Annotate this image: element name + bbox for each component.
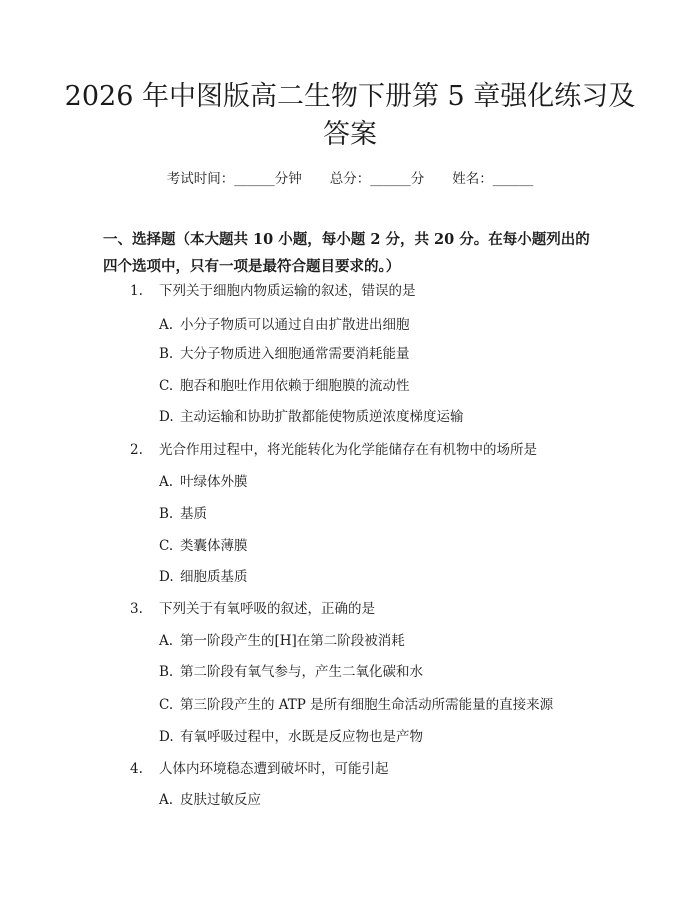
question-text: 下列关于有氧呼吸的叙述，正确的是	[159, 601, 375, 617]
option-key: D.	[159, 729, 174, 745]
option-key: C.	[159, 538, 174, 554]
option-text: 类囊体薄膜	[180, 538, 248, 554]
option-key: C.	[159, 378, 174, 394]
option-text: 第三阶段产生的 ATP 是所有细胞生命活动所需能量的直接来源	[180, 697, 554, 713]
question-number: 3.	[130, 601, 143, 617]
option-text: 叶绿体外膜	[180, 474, 248, 490]
option-key: B.	[159, 664, 174, 680]
option-key: B.	[159, 506, 174, 522]
option-text: 大分子物质进入细胞通常需要消耗能量	[180, 346, 410, 362]
option-text: 细胞质基质	[180, 569, 248, 585]
question-text: 下列关于细胞内物质运输的叙述，错误的是	[159, 283, 416, 299]
option-key: A.	[159, 633, 174, 649]
option-text: 第二阶段有氧气参与，产生二氧化碳和水	[180, 664, 423, 680]
question-number: 1.	[130, 283, 143, 299]
section-heading: 一、选择题（本大题共 10 小题，每小题 2 分，共 20 分。在每小题列出的四个选项中，只有一项是最符合题目要求的。）	[103, 231, 590, 275]
option-key: B.	[159, 346, 174, 362]
total-score-field: 总分：______分	[329, 171, 425, 187]
option-text: 皮肤过敏反应	[180, 792, 261, 808]
option-text: 第一阶段产生的[H]在第二阶段被消耗	[180, 633, 405, 649]
option-key: A.	[159, 474, 174, 490]
option-key: C.	[159, 697, 174, 713]
option-key: D.	[159, 569, 174, 585]
option-key: A.	[159, 792, 174, 808]
option-text: 小分子物质可以通过自由扩散进出细胞	[180, 317, 410, 333]
option-text: 主动运输和协助扩散都能使物质逆浓度梯度运输	[180, 409, 464, 425]
option-text: 胞吞和胞吐作用依赖于细胞膜的流动性	[180, 378, 410, 394]
question-text: 光合作用过程中，将光能转化为化学能储存在有机物中的场所是	[159, 442, 537, 458]
exam-time-field: 考试时间：______分钟	[166, 171, 302, 187]
exam-info-line	[0, 170, 700, 188]
question-number: 4.	[130, 761, 143, 777]
option-key: D.	[159, 409, 174, 425]
option-text: 基质	[180, 506, 207, 522]
question-text: 人体内环境稳态遭到破坏时，可能引起	[159, 761, 389, 777]
student-name-field: 姓名：______	[452, 171, 534, 187]
option-key: A.	[159, 317, 174, 333]
option-text: 有氧呼吸过程中，水既是反应物也是产物	[180, 729, 423, 745]
question-number: 2.	[130, 442, 143, 458]
page-title: 2026 年中图版高二生物下册第 5 章强化练习及答案	[64, 81, 636, 150]
